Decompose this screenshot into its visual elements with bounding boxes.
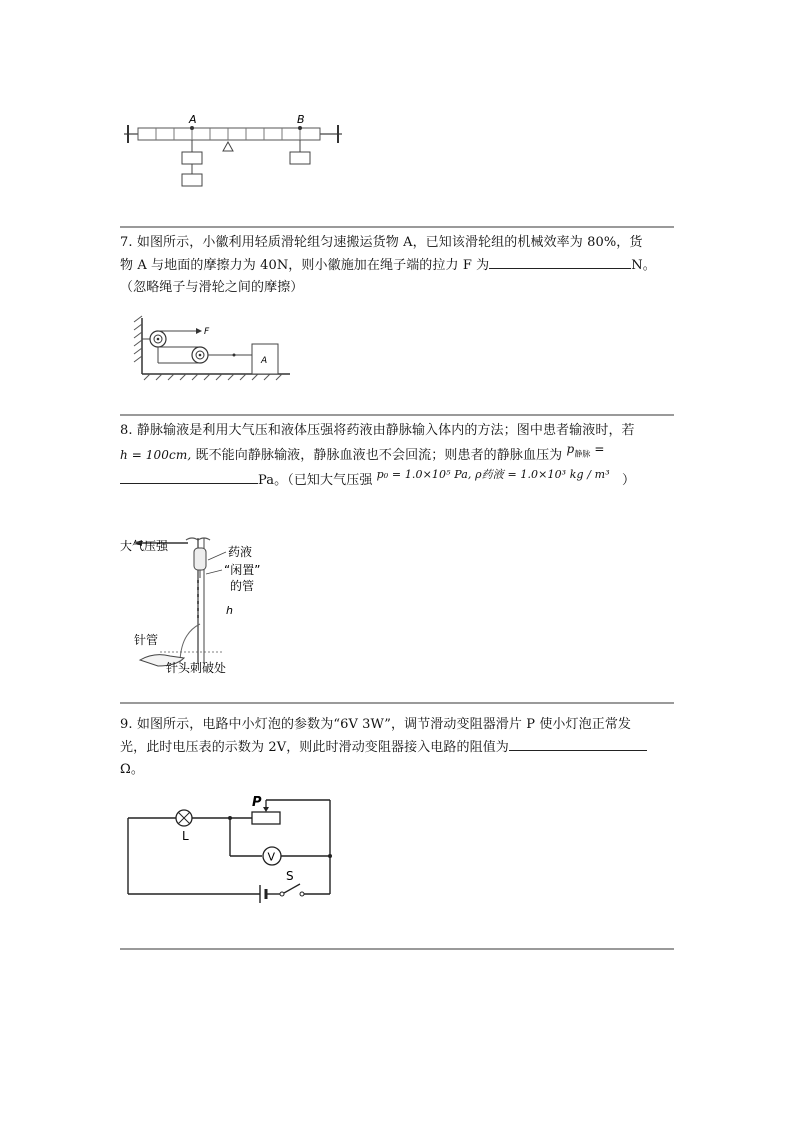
pulley-force-label: F [204, 327, 210, 337]
lever-label-b: B [297, 113, 305, 126]
circuit-slider-label: P [252, 795, 262, 810]
question-7 [120, 232, 676, 299]
iv-puncture-label: 针头刺破处 [166, 661, 227, 675]
iv-drip-figure [120, 534, 310, 676]
pulley-block-label: A [261, 356, 268, 366]
q9-line3: Ω。 [120, 762, 144, 777]
circuit-lamp-label: L [182, 829, 189, 843]
iv-h-label: h [226, 604, 233, 617]
question-8 [120, 420, 676, 494]
q8-line3: Pa。（已知大气压强 [258, 473, 373, 488]
divider [120, 226, 674, 228]
q8-h-expression: h = 100cm, [120, 448, 192, 462]
question-9 [120, 714, 676, 781]
iv-idle-label-1: “闲置” [224, 563, 261, 577]
q9-number: 9. [120, 717, 133, 732]
q7-line3: （忽略绳子与滑轮之间的摩擦） [120, 280, 304, 295]
q8-line2: 既不能向静脉输液，静脉血液也不会回流；则患者的静脉血压为 [195, 448, 563, 463]
iv-needle-label: 针管 [134, 633, 159, 647]
q8-number: 8. [120, 423, 133, 438]
lever-label-a: A [189, 113, 197, 126]
q7-line2: 物 A 与地面的摩擦力为 40N，则小徽施加在绳子端的拉力 F 为 [120, 258, 490, 273]
q8-p-symbol: p [566, 442, 575, 456]
q8-close-paren: ） [621, 473, 636, 488]
divider [120, 702, 674, 704]
iv-atm-label: 大气压强 [120, 539, 169, 553]
q7-unit: N。 [631, 258, 656, 273]
q8-answer-blank[interactable] [120, 469, 258, 484]
q8-formula: p₀ = 1.0×10⁵ Pa, ρ药液 = 1.0×10³ kg / m³ [376, 468, 610, 481]
iv-liquid-label: 药液 [228, 545, 253, 559]
divider [120, 948, 674, 950]
q7-line1: 如图所示，小徽利用轻质滑轮组匀速搬运货物 A，已知该滑轮组的机械效率为 80%，货 [136, 235, 643, 250]
circuit-switch-label: S [286, 869, 294, 883]
iv-idle-label-2: 的管 [230, 579, 255, 593]
q9-line2: 光，此时电压表的示数为 2V，则此时滑动变阻器接入电路的阻值为 [120, 740, 509, 755]
q8-p-subscript: 静脉 [574, 449, 591, 459]
divider [120, 414, 674, 416]
q9-answer-blank[interactable] [509, 736, 647, 751]
q8-line1: 静脉输液是利用大气压和液体压强将药液由静脉输入体内的方法；图中患者输液时，若 [136, 423, 635, 438]
circuit-figure [120, 786, 352, 916]
q8-p-equals: = [590, 442, 605, 456]
circuit-voltmeter-label: V [267, 850, 276, 864]
lever-figure [118, 108, 348, 194]
q9-line1: 如图所示，电路中小灯泡的参数为“6V 3W”，调节滑动变阻器滑片 P 使小灯泡正常发 [136, 717, 632, 732]
q7-answer-blank[interactable] [489, 254, 631, 269]
q7-number: 7. [120, 235, 133, 250]
pulley-figure [120, 308, 320, 382]
